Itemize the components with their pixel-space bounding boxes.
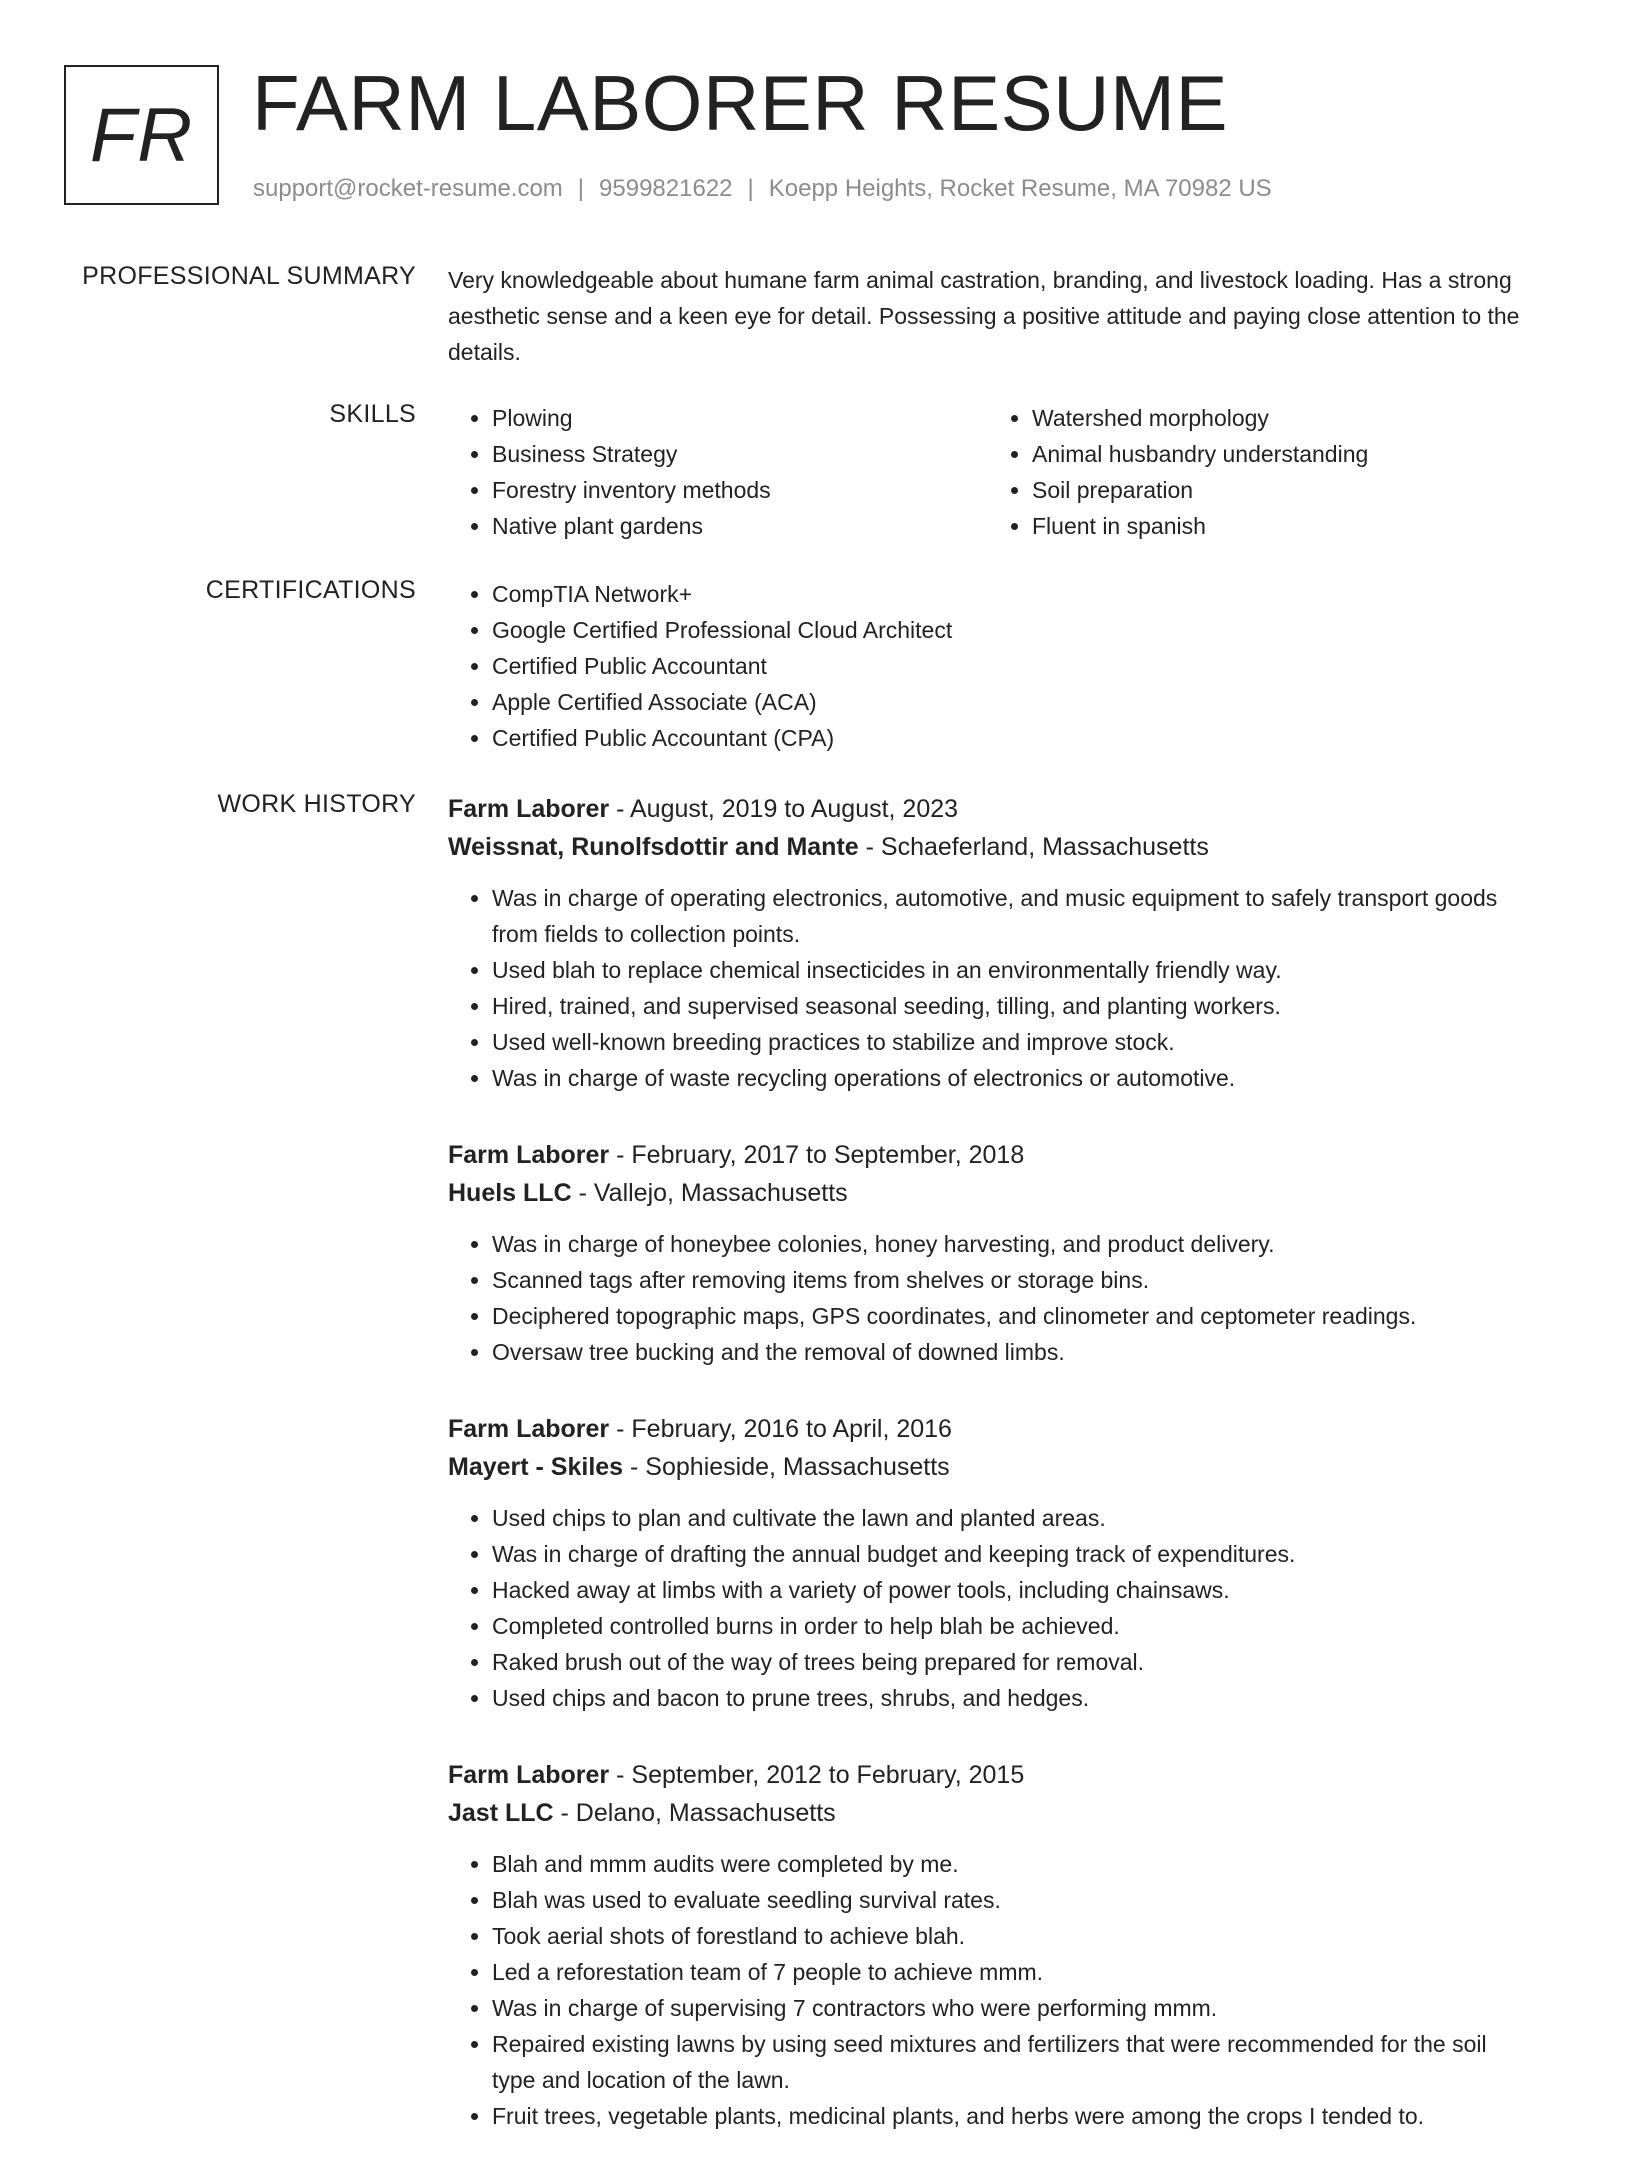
contact-line: [253, 175, 1272, 203]
job-bullet: • Used chips to plan and cultivate the lawn and planted areas.: [492, 1500, 1528, 1536]
section-label-certifications: CERTIFICATIONS: [205, 576, 416, 604]
job-location: - Delano, Massachusetts: [553, 1799, 836, 1827]
contact-address: Koepp Heights, Rocket Resume, MA 70982 US: [768, 175, 1272, 202]
job-bullet: • Was in charge of waste recycling operations of electronics or automotive.: [492, 1060, 1528, 1096]
certification-item: • Google Certified Professional Cloud Architect: [492, 612, 1528, 648]
job-entry: [448, 1756, 1528, 2134]
monogram-box: FR: [64, 65, 219, 205]
job-company-line: [448, 828, 1528, 866]
certification-item: • Certified Public Accountant (CPA): [492, 720, 1528, 756]
job-title: Farm Laborer: [448, 1141, 610, 1169]
job-bullet: • Used blah to replace chemical insecticides in an environmentally friendly way.: [492, 952, 1528, 988]
skills-list-right: [988, 400, 1528, 544]
resume-header: [64, 59, 1564, 210]
job-entry: [448, 1136, 1528, 1370]
job-bullets: [448, 880, 1528, 1096]
job-bullet: • Raked brush out of the way of trees being prepared for removal.: [492, 1644, 1528, 1680]
skill-item: • Watershed morphology: [1032, 400, 1528, 436]
job-company: Mayert - Skiles: [448, 1453, 624, 1481]
job-bullet: • Was in charge of operating electronics, automotive, and music equipment to safely transport goods from fields to collection points.: [492, 880, 1528, 952]
job-bullet: • Blah and mmm audits were completed by me.: [492, 1846, 1528, 1882]
job-bullet: • Hacked away at limbs with a variety of power tools, including chainsaws.: [492, 1572, 1528, 1608]
job-title-line: [448, 1410, 1528, 1448]
skill-item: • Fluent in spanish: [1032, 508, 1528, 544]
skill-item: • Native plant gardens: [492, 508, 988, 544]
job-entry: [448, 1410, 1528, 1716]
skills-body: [448, 400, 1528, 544]
job-bullets: [448, 1846, 1528, 2134]
work-history-body: [448, 790, 1528, 2174]
job-dates: - February, 2016 to April, 2016: [609, 1415, 952, 1443]
job-company-line: [448, 1794, 1528, 1832]
certification-item: • CompTIA Network+: [492, 576, 1528, 612]
job-bullet: • Repaired existing lawns by using seed mixtures and fertilizers that were recommended for the soil type and location of the lawn.: [492, 2026, 1528, 2098]
contact-separator: |: [747, 175, 754, 202]
skill-item: • Plowing: [492, 400, 988, 436]
skill-item: • Animal husbandry understanding: [1032, 436, 1528, 472]
certification-item: • Certified Public Accountant: [492, 648, 1528, 684]
job-bullet: • Was in charge of honeybee colonies, honey harvesting, and product delivery.: [492, 1226, 1528, 1262]
job-company: Weissnat, Runolfsdottir and Mante: [448, 833, 859, 861]
job-bullet: • Took aerial shots of forestland to achieve blah.: [492, 1918, 1528, 1954]
skills-list-left: [448, 400, 988, 544]
section-label-skills: SKILLS: [329, 400, 416, 428]
contact-email: support@rocket-resume.com: [253, 175, 563, 202]
job-entry: [448, 790, 1528, 1096]
certifications-list: [448, 576, 1528, 756]
job-location: - Schaeferland, Massachusetts: [858, 833, 1209, 861]
job-bullet: • Used well-known breeding practices to stabilize and improve stock.: [492, 1024, 1528, 1060]
job-bullet: • Hired, trained, and supervised seasonal seeding, tilling, and planting workers.: [492, 988, 1528, 1024]
job-title: Farm Laborer: [448, 1761, 610, 1789]
certification-item: • Apple Certified Associate (ACA): [492, 684, 1528, 720]
certifications-body: [448, 576, 1528, 756]
section-label-summary: PROFESSIONAL SUMMARY: [82, 262, 416, 290]
summary-text: Very knowledgeable about humane farm animal castration, branding, and livestock loading. Has a strong aesthetic sense and a keen eye for detail. Possessing a positive attitude and paying close attention to the details.: [448, 267, 1520, 365]
job-title-line: [448, 790, 1528, 828]
job-company: Huels LLC: [448, 1179, 572, 1207]
job-company: Jast LLC: [448, 1799, 554, 1827]
job-bullets: [448, 1500, 1528, 1716]
job-dates: - September, 2012 to February, 2015: [609, 1761, 1025, 1789]
job-company-line: [448, 1174, 1528, 1212]
job-title: Farm Laborer: [448, 1415, 610, 1443]
job-bullet: • Deciphered topographic maps, GPS coordinates, and clinometer and ceptometer readings.: [492, 1298, 1528, 1334]
job-bullet: • Fruit trees, vegetable plants, medicinal plants, and herbs were among the crops I tended to.: [492, 2098, 1528, 2134]
page-title: FARM LABORER RESUME: [252, 59, 1229, 147]
contact-separator: |: [577, 175, 585, 202]
job-title-line: [448, 1136, 1528, 1174]
job-company-line: [448, 1448, 1528, 1486]
job-dates: - February, 2017 to September, 2018: [609, 1141, 1025, 1169]
job-dates: - August, 2019 to August, 2023: [609, 795, 959, 823]
job-title-line: [448, 1756, 1528, 1794]
job-bullet: • Blah was used to evaluate seedling survival rates.: [492, 1882, 1528, 1918]
contact-phone: 9599821622: [599, 175, 733, 202]
skill-item: • Forestry inventory methods: [492, 472, 988, 508]
job-bullet: • Completed controlled burns in order to help blah be achieved.: [492, 1608, 1528, 1644]
job-bullet: • Oversaw tree bucking and the removal of downed limbs.: [492, 1334, 1528, 1370]
job-location: - Sophieside, Massachusetts: [623, 1453, 950, 1481]
section-label-work-history: WORK HISTORY: [217, 790, 416, 818]
skill-item: • Business Strategy: [492, 436, 988, 472]
summary-body: [448, 262, 1528, 370]
job-title: Farm Laborer: [448, 795, 610, 823]
job-bullet: • Led a reforestation team of 7 people to achieve mmm.: [492, 1954, 1528, 1990]
job-bullet: • Used chips and bacon to prune trees, shrubs, and hedges.: [492, 1680, 1528, 1716]
job-bullet: • Scanned tags after removing items from shelves or storage bins.: [492, 1262, 1528, 1298]
job-bullets: [448, 1226, 1528, 1370]
job-bullet: • Was in charge of drafting the annual budget and keeping track of expenditures.: [492, 1536, 1528, 1572]
job-bullet: • Was in charge of supervising 7 contractors who were performing mmm.: [492, 1990, 1528, 2026]
skill-item: • Soil preparation: [1032, 472, 1528, 508]
job-location: - Vallejo, Massachusetts: [571, 1179, 848, 1207]
